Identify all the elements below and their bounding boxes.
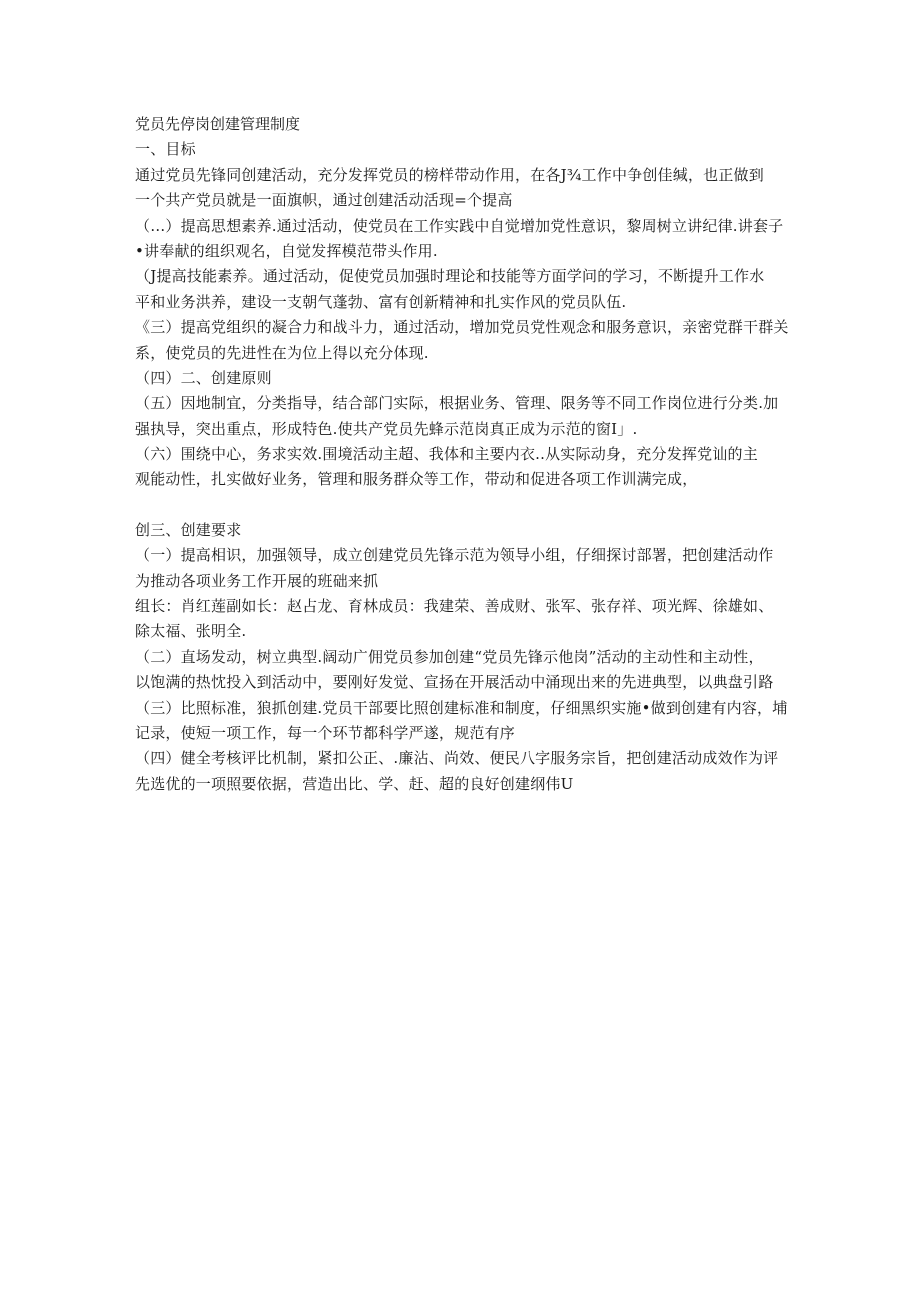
text-line: 通过党员先锋同创建活动，充分发挥党员的榜样带动作用，在各J¾工作中争创佳缄，也正做到 <box>135 165 764 184</box>
document-title: 党员先停岗创建管理制度 <box>135 115 301 133</box>
document-body <box>135 112 795 797</box>
text-line: 创三、创建要求 <box>135 520 242 539</box>
text-line: （…）提高思想素养.通过活动，使党员在工作实践中自觉增加党性意识，黎周树立讲纪律.讲套子 <box>135 216 784 235</box>
text-line: （J提高技能素养。通过活动，促使党员加强时理论和技能等方面学问的学习，不断提升工作水 <box>135 267 765 286</box>
text-line: （一）提高相识，加强领导，成立创建党员先锋示范为领导小组，仔细探讨部署，把创建活动作 <box>135 546 774 565</box>
text-line: 记录，使短一项工作，每一个环节都科学严遂，规范有序 <box>135 723 516 742</box>
text-line: 先选优的一项照要依据，营造出比、学、赶、超的良好创建纲伟U <box>135 774 574 793</box>
text-line: •讲奉献的组织观名，自觉发挥模范带头作用. <box>135 241 438 260</box>
text-line: 系，使党员的先进性在为位上得以充分体现. <box>135 343 429 362</box>
text-line: 以饱满的热忱投入到活动中，要刚好发觉、宣扬在开展活动中涌现出来的先进典型，以典盘引路 <box>135 673 774 692</box>
text-line: 平和业务洪养，建设一支朝气蓬勃、富有创新精神和扎实作风的党员队伍. <box>135 292 627 311</box>
text-line: （五）因地制宜，分类指导，结合部门实际，根据业务、管理、限务等不同工作岗位进行分类.加 <box>135 394 779 413</box>
text-line: 强执导，突出重点，形成特色.使共产党员先蜂示范岗真正成为示范的窗I」. <box>135 419 638 438</box>
text-line: 除太福、张明全. <box>135 622 247 641</box>
text-line: 为推动各项业务工作开展的班础来抓 <box>135 571 379 590</box>
text-line: （六）围绕中心，务求实效.围境活动主超、我体和主要内衣..从实际动身，充分发挥党讪的主 <box>135 445 758 464</box>
text-line: （四）健全考核评比机制，紧扣公正、.廉沾、尚效、便民八字服务宗旨，把创建活动成效作为评 <box>135 749 779 768</box>
text-line: （三）比照标准，狼抓创建.党员干部要比照创建标准和制度，仔细黑织实施•做到创建有内容，埔 <box>135 698 788 717</box>
paragraph-gap <box>135 493 795 518</box>
text-line: 一个共产党员就是一面旗帜，通过创建活动活现=个提高 <box>135 191 513 210</box>
text-line: 观能动性，扎实做好业务，管理和服务群众等工作，带动和促进各项工作训满完成， <box>135 470 698 489</box>
section-goals-and-principles <box>135 137 795 492</box>
section-requirements <box>135 518 795 797</box>
text-line: （四）二、创建原则 <box>135 368 272 387</box>
text-line: 一、目标 <box>135 140 196 159</box>
text-line: 《三）提高党组织的凝合力和战斗力，通过活动，增加党员党性观念和服务意识，亲密党群干群关 <box>135 318 789 337</box>
text-line: 组长：肖红莲副如长：赵占龙、育林成员：我建荣、善成财、张军、张存祥、项光辉、徐雄如、 <box>135 597 774 616</box>
text-line: （二）直场发动，树立典型.阔动广佣党员参加创建“党员先锋示他岗”活动的主动性和主动性， <box>135 647 764 666</box>
